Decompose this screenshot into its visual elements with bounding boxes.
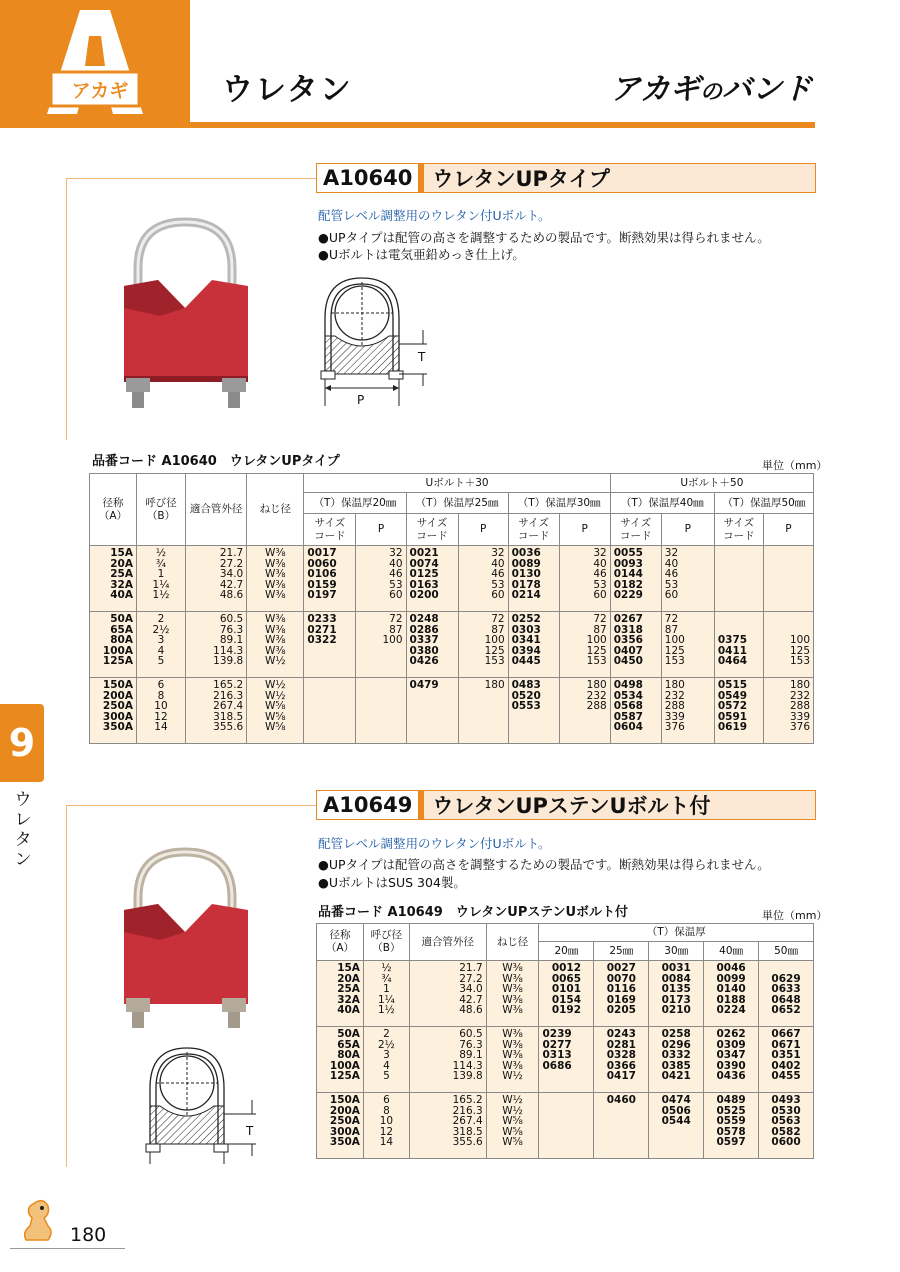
- table-row: [317, 1027, 814, 1093]
- cell-call: 6 8 10 12 14: [363, 1093, 409, 1159]
- cell-code: 0252 0303 0341 0394 0445: [508, 612, 559, 678]
- cell-code: 0027 0070 0116 0169 0205: [594, 961, 649, 1027]
- cell-thread: W⅜ W⅜ W⅜ W⅜ W½: [247, 612, 304, 678]
- col-header-thickness: 20㎜: [539, 942, 594, 961]
- cell-code: 0629 0633 0648 0652: [759, 961, 814, 1027]
- cell-nominal: 15A 20A 25A 32A 40A: [317, 961, 364, 1027]
- section-heading: [316, 163, 816, 193]
- cell-code: 0012 0065 0101 0154 0192: [539, 961, 594, 1027]
- cell-p: 32 40 46 53 60: [559, 546, 610, 612]
- cell-code: 0479: [406, 678, 458, 744]
- cell-p: 180 232 288: [559, 678, 610, 744]
- chapter-tab: 9: [0, 704, 44, 782]
- table-row: [90, 678, 814, 744]
- col-header-nominal: 径称 （A）: [90, 474, 137, 546]
- cell-p: [356, 678, 406, 744]
- product-code: A10640: [317, 164, 424, 192]
- mascot-icon: [18, 1196, 58, 1246]
- cell-code: 0667 0671 0351 0402 0455: [759, 1027, 814, 1093]
- cell-code: 0515 0549 0572 0591 0619: [714, 678, 763, 744]
- col-header-size-code: サイズ コード: [610, 514, 661, 546]
- col-header-thread: ねじ径: [486, 924, 539, 961]
- product-photo: [100, 208, 270, 418]
- cell-code: 0055 0093 0144 0182 0229: [610, 546, 661, 612]
- product-lead: 配管レベル調整用のウレタン付Uボルト。: [318, 208, 551, 223]
- cell-code: 0248 0286 0337 0380 0426: [406, 612, 458, 678]
- col-header-nominal: 径称 （A）: [317, 924, 364, 961]
- cell-code: 0493 0530 0563 0582 0600: [759, 1093, 814, 1159]
- col-header-size-code: サイズ コード: [406, 514, 458, 546]
- cell-code: 0474 0506 0544: [649, 1093, 704, 1159]
- section-heading: [316, 790, 816, 820]
- col-header-thickness: （T）保温厚20㎜: [304, 493, 406, 514]
- cell-thread: W⅜ W⅜ W⅜ W⅜ W½: [486, 1027, 539, 1093]
- code-table-a10649: [316, 923, 814, 1159]
- table-title: 品番コード A10640 ウレタンUPタイプ: [92, 454, 340, 469]
- cell-p: 72 87 100 125 153: [559, 612, 610, 678]
- col-header-p: P: [763, 514, 813, 546]
- page-title: ウレタン: [222, 72, 353, 108]
- cell-call: ½ ¾ 1 1¼ 1½: [363, 961, 409, 1027]
- code-table-a10640: [89, 473, 814, 744]
- cell-code: 0233 0271 0322: [304, 612, 356, 678]
- cell-code: [304, 678, 356, 744]
- cell-od: 21.7 27.2 34.0 42.7 48.6: [185, 546, 246, 612]
- cell-thread: W⅜ W⅜ W⅜ W⅜ W⅜: [486, 961, 539, 1027]
- product-photo: [100, 838, 270, 1038]
- brand-logo: [0, 0, 190, 128]
- cell-code: 0498 0534 0568 0587 0604: [610, 678, 661, 744]
- product-name: ウレタンUPステンUボルト付: [432, 794, 711, 818]
- section-frame: [66, 178, 316, 179]
- col-header-call: 呼び径 （B）: [363, 924, 409, 961]
- col-header-thickness: （T）保温厚25㎜: [406, 493, 508, 514]
- dimension-p-label: P: [357, 393, 365, 407]
- col-header-call: 呼び径 （B）: [136, 474, 185, 546]
- col-header-thickness: （T）保温厚50㎜: [714, 493, 813, 514]
- cell-code: 0483 0520 0553: [508, 678, 559, 744]
- brand-name: アカギのバンド: [610, 72, 812, 107]
- col-header-size-code: サイズ コード: [714, 514, 763, 546]
- table-row: [317, 961, 814, 1027]
- dimension-diagram: [315, 268, 440, 418]
- cell-code: 0239 0277 0313 0686: [539, 1027, 594, 1093]
- cell-p: 32 40 46 53 60: [661, 546, 714, 612]
- cell-od: 60.5 76.3 89.1 114.3 139.8: [185, 612, 246, 678]
- col-header-thread: ねじ径: [247, 474, 304, 546]
- cell-od: 165.2 216.3 267.4 318.5 355.6: [185, 678, 246, 744]
- cell-od: 60.5 76.3 89.1 114.3 139.8: [409, 1027, 486, 1093]
- unit-label: 単位（mm）: [762, 909, 828, 922]
- cell-code: 0046 0099 0140 0188 0224: [704, 961, 759, 1027]
- cell-code: [714, 546, 763, 612]
- cell-code: 0258 0296 0332 0385 0421: [649, 1027, 704, 1093]
- table-title: 品番コード A10649 ウレタンUPステンUボルト付: [318, 905, 629, 920]
- product-lead: 配管レベル調整用のウレタン付Uボルト。: [318, 836, 551, 851]
- product-name: ウレタンUPタイプ: [432, 167, 610, 191]
- cell-thread: W½ W½ W⅝ W⅝ W⅝: [247, 678, 304, 744]
- col-header-size-code: サイズ コード: [508, 514, 559, 546]
- cell-od: 165.2 216.3 267.4 318.5 355.6: [409, 1093, 486, 1159]
- col-header-p: P: [661, 514, 714, 546]
- cell-thread: W⅜ W⅜ W⅜ W⅜ W⅜: [247, 546, 304, 612]
- cell-nominal: 150A 200A 250A 300A 350A: [317, 1093, 364, 1159]
- cell-p: 32 40 46 53 60: [356, 546, 406, 612]
- dimension-t-label: T: [246, 1124, 254, 1138]
- cell-code: 0267 0318 0356 0407 0450: [610, 612, 661, 678]
- section-frame: [66, 805, 67, 1167]
- cell-code: 0489 0525 0559 0578 0597: [704, 1093, 759, 1159]
- page-number: 180: [70, 1224, 107, 1246]
- cell-code: 0375 0411 0464: [714, 612, 763, 678]
- footer-rule: [10, 1248, 125, 1249]
- section-frame: [66, 178, 67, 440]
- cell-call: 2 2½ 3 4 5: [363, 1027, 409, 1093]
- cell-p: 180 232 288 339 376: [763, 678, 813, 744]
- table-row: [90, 546, 814, 612]
- cell-p: 100 125 153: [763, 612, 813, 678]
- col-header-p: P: [458, 514, 508, 546]
- col-group-header: （T）保温厚: [539, 924, 814, 942]
- cell-p: 180 232 288 339 376: [661, 678, 714, 744]
- cell-code: 0243 0281 0328 0366 0417: [594, 1027, 649, 1093]
- col-header-od: 適合管外径: [185, 474, 246, 546]
- table-row: [317, 1093, 814, 1159]
- logo-text: アカギ: [71, 80, 129, 102]
- bullet-point: ●UPタイプは配管の高さを調整するための製品です。断熱効果は得られません。: [318, 230, 770, 245]
- unit-label: 単位（mm）: [762, 459, 828, 472]
- table-row: [90, 612, 814, 678]
- cell-nominal: 15A 20A 25A 32A 40A: [90, 546, 137, 612]
- col-header-thickness: 25㎜: [594, 942, 649, 961]
- cell-od: 21.7 27.2 34.0 42.7 48.6: [409, 961, 486, 1027]
- col-header-thickness: （T）保温厚40㎜: [610, 493, 714, 514]
- col-header-p: P: [356, 514, 406, 546]
- col-header-thickness: （T）保温厚30㎜: [508, 493, 610, 514]
- section-frame: [66, 805, 316, 806]
- bullet-point: ●UボルトはSUS 304製。: [318, 875, 466, 890]
- cell-call: 2 2½ 3 4 5: [136, 612, 185, 678]
- cell-p: [763, 546, 813, 612]
- col-header-thickness: 50㎜: [759, 942, 814, 961]
- cell-call: ½ ¾ 1 1¼ 1½: [136, 546, 185, 612]
- cell-p: 72 87 100 125 153: [458, 612, 508, 678]
- cell-thread: W½ W½ W⅝ W⅝ W⅝: [486, 1093, 539, 1159]
- cell-code: 0036 0089 0130 0178 0214: [508, 546, 559, 612]
- cell-code: [539, 1093, 594, 1159]
- product-code: A10649: [317, 791, 424, 819]
- cell-code: 0017 0060 0106 0159 0197: [304, 546, 356, 612]
- col-header-size-code: サイズ コード: [304, 514, 356, 546]
- cell-p: 180: [458, 678, 508, 744]
- bullet-point: ●UPタイプは配管の高さを調整するための製品です。断熱効果は得られません。: [318, 857, 770, 872]
- cell-nominal: 150A 200A 250A 300A 350A: [90, 678, 137, 744]
- dimension-diagram: [140, 1040, 270, 1170]
- col-header-p: P: [559, 514, 610, 546]
- cell-p: 32 40 46 53 60: [458, 546, 508, 612]
- bullet-point: ●Uボルトは電気亜鉛めっき仕上げ。: [318, 247, 525, 262]
- cell-p: 72 87 100: [356, 612, 406, 678]
- cell-code: 0262 0309 0347 0390 0436: [704, 1027, 759, 1093]
- col-header-thickness: 40㎜: [704, 942, 759, 961]
- cell-call: 6 8 10 12 14: [136, 678, 185, 744]
- cell-code: 0460: [594, 1093, 649, 1159]
- cell-code: 0021 0074 0125 0163 0200: [406, 546, 458, 612]
- col-group-header: Uボルト＋30: [304, 474, 610, 493]
- dimension-t-label: T: [418, 350, 426, 364]
- cell-nominal: 50A 65A 80A 100A 125A: [317, 1027, 364, 1093]
- col-group-header: Uボルト＋50: [610, 474, 813, 493]
- col-header-thickness: 30㎜: [649, 942, 704, 961]
- cell-code: 0031 0084 0135 0173 0210: [649, 961, 704, 1027]
- cell-nominal: 50A 65A 80A 100A 125A: [90, 612, 137, 678]
- chapter-label: ウレタン: [14, 790, 32, 870]
- col-header-od: 適合管外径: [409, 924, 486, 961]
- cell-p: 72 87 100 125 153: [661, 612, 714, 678]
